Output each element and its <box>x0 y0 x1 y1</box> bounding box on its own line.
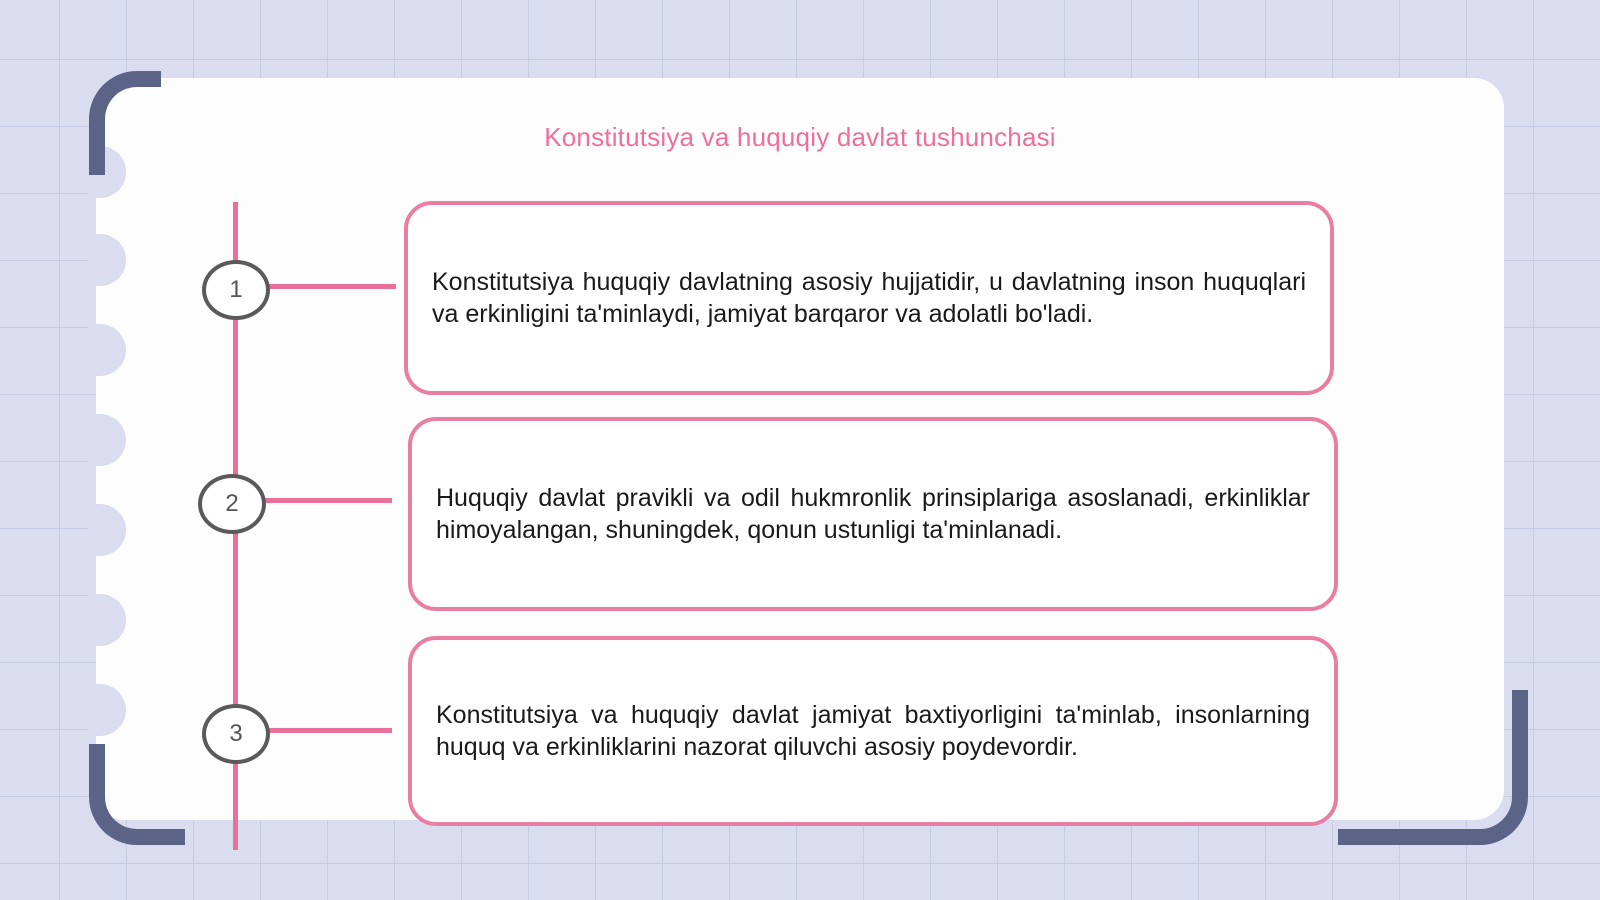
corner-bracket-bottom-left <box>89 744 185 845</box>
timeline-card <box>408 636 1338 826</box>
timeline-card-text: Konstitutsiya huquqiy davlatning asosiy hujjatidir, u davlatning inson huquqlari va erkinligini ta'minlaydi, jamiyat barqaror va adolatli bo'ladi. <box>432 268 1306 328</box>
timeline-card-text: Konstitutsiya va huquqiy davlat jamiyat baxtiyorligini ta'minlab, insonlarning huquq va erkinliklarini nazorat qiluvchi asosiy poydevordir. <box>436 701 1310 761</box>
step-number-circle: 2 <box>198 474 266 534</box>
step-number-circle: 3 <box>202 704 270 764</box>
slide-title: Konstitutsiya va huquqiy davlat tushunchasi <box>544 122 1056 152</box>
timeline-card <box>408 417 1338 611</box>
timeline-card-text: Huquqiy davlat pravikli va odil hukmronlik prinsiplariga asoslanadi, erkinliklar himoyalangan, shuningdek, qonun ustunligi ta'minlanadi. <box>436 484 1310 544</box>
timeline-connector <box>262 284 396 289</box>
timeline-connector <box>258 498 392 503</box>
step-number-circle: 1 <box>202 260 270 320</box>
timeline-card <box>404 201 1334 395</box>
timeline-connector <box>262 728 392 733</box>
corner-bracket-top-left <box>89 71 161 175</box>
corner-bracket-bottom-right <box>1338 690 1528 845</box>
